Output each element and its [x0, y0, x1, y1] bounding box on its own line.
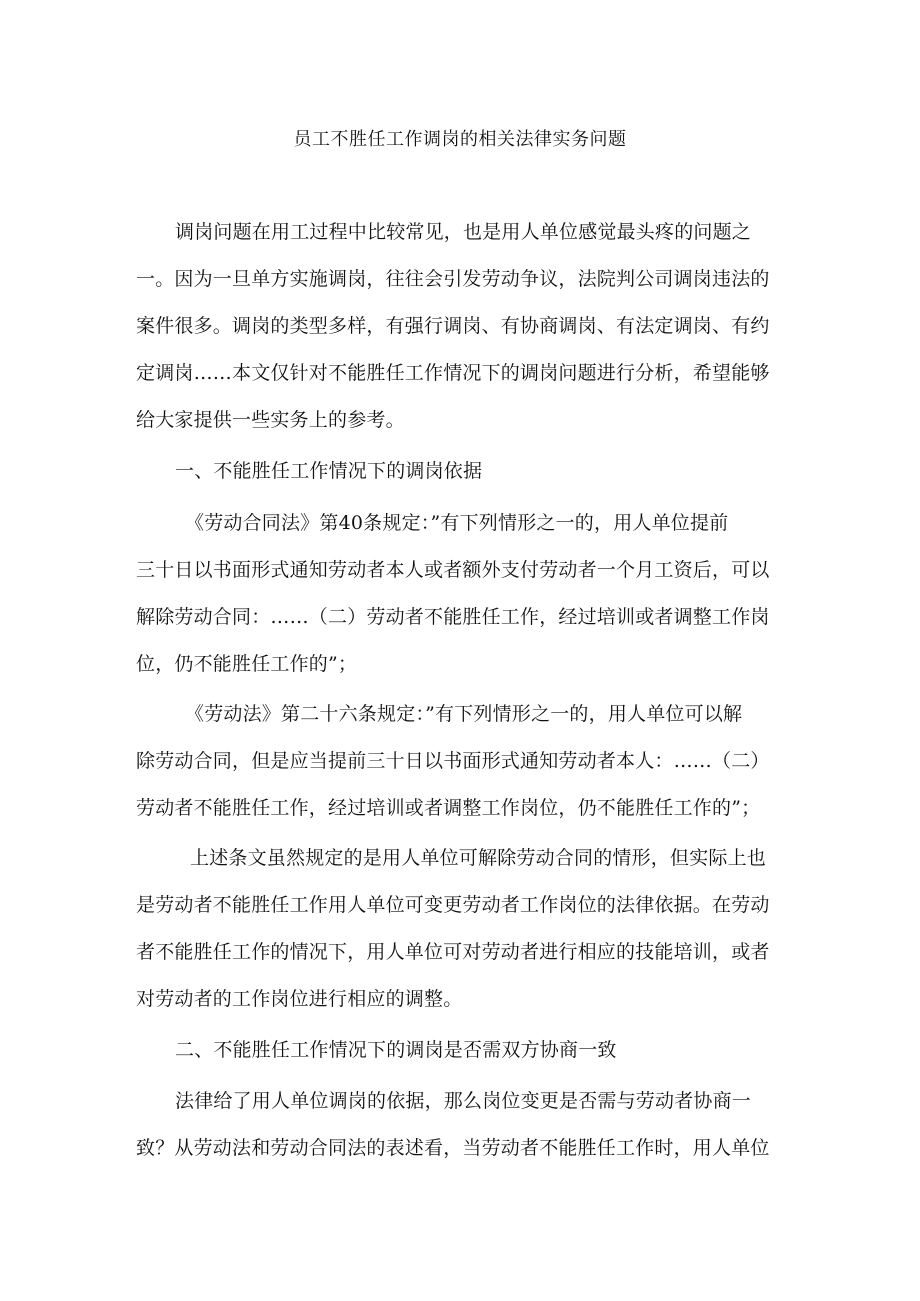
paragraph-line: 位，仍不能胜任工作的”；	[136, 653, 358, 675]
paragraph-line: 上述条文虽然规定的是用人单位可解除劳动合同的情形，但实际上也	[190, 847, 767, 869]
paragraph-line: 法律给了用人单位调岗的依据，那么岗位变更是否需与劳动者协商一	[175, 1090, 752, 1112]
paragraph-line: 调岗问题在用工过程中比较常见，也是用人单位感觉最头疼的问题之	[175, 221, 752, 243]
document-title: 员工不胜任工作调岗的相关法律实务问题	[293, 129, 627, 150]
paragraph-line: 案件很多。调岗的类型多样，有强行调岗、有协商调岗、有法定调岗、有约	[136, 315, 770, 337]
section-heading-1: 一、不能胜任工作情况下的调岗依据	[175, 460, 483, 482]
paragraph-line: 一。因为一旦单方实施调岗，往往会引发劳动争议，法院判公司调岗违法的	[136, 268, 770, 290]
paragraph-line: 定调岗……本文仅针对不能胜任工作情况下的调岗问题进行分析，希望能够	[136, 362, 770, 384]
paragraph-line: 除劳动合同，但是应当提前三十日以书面形式通知劳动者本人：……（二）	[136, 750, 770, 772]
paragraph-line: 三十日以书面形式通知劳动者本人或者额外支付劳动者一个月工资后，可以	[136, 559, 770, 581]
paragraph-line: 劳动者不能胜任工作，经过培训或者调整工作岗位，仍不能胜任工作的”；	[136, 797, 761, 819]
paragraph-line: 《劳动合同法》第40条规定：”有下列情形之一的，用人单位提前	[185, 512, 729, 534]
paragraph-line: 《劳动法》第二十六条规定：”有下列情形之一的，用人单位可以解	[185, 703, 743, 725]
paragraph-line: 致？从劳动法和劳动合同法的表述看，当劳动者不能胜任工作时，用人单位	[136, 1137, 770, 1159]
paragraph-line: 对劳动者的工作岗位进行相应的调整。	[136, 988, 463, 1010]
paragraph-line: 是劳动者不能胜任工作用人单位可变更劳动者工作岗位的法律依据。在劳动	[136, 894, 770, 916]
section-heading-2: 二、不能胜任工作情况下的调岗是否需双方协商一致	[175, 1039, 617, 1061]
paragraph-line: 解除劳动合同：……（二）劳动者不能胜任工作，经过培训或者调整工作岗	[136, 606, 770, 628]
paragraph-line: 者不能胜任工作的情况下，用人单位可对劳动者进行相应的技能培训，或者	[136, 941, 770, 963]
paragraph-line: 给大家提供一些实务上的参考。	[136, 409, 405, 431]
